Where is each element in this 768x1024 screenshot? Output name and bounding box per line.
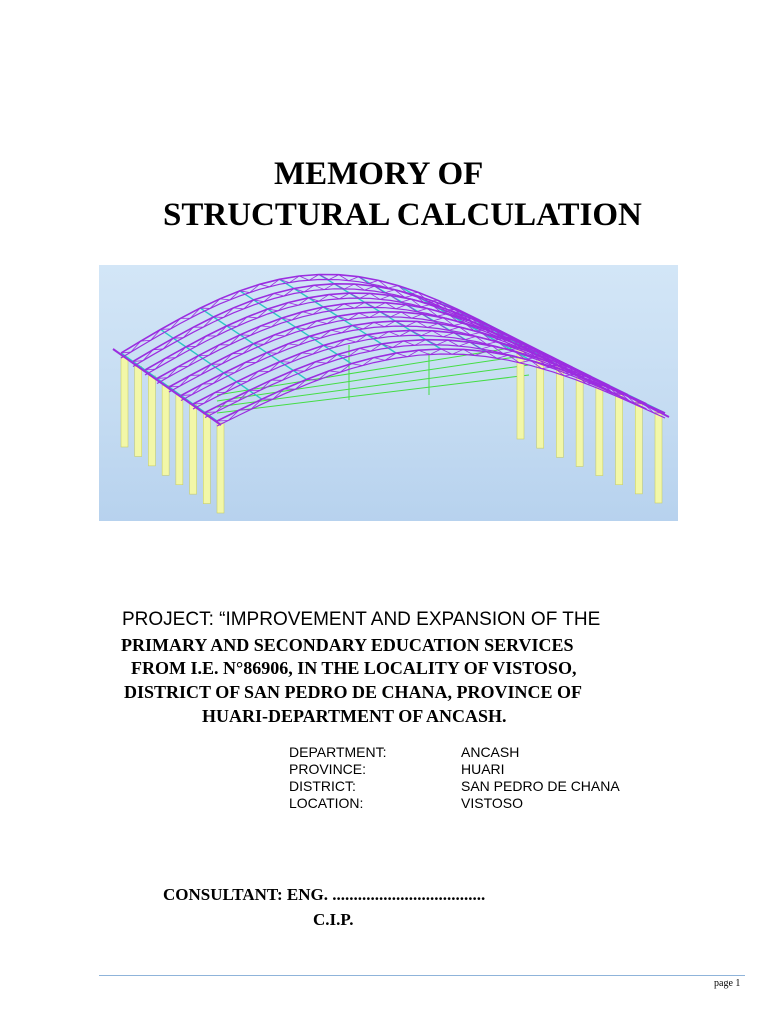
info-label: DEPARTMENT: xyxy=(289,744,387,760)
column-shape xyxy=(655,411,662,503)
column-shape xyxy=(148,376,155,466)
cip-line: C.I.P. xyxy=(313,910,354,929)
page-number: page 1 xyxy=(714,978,741,989)
info-label: LOCATION: xyxy=(289,795,364,811)
project-line-3: FROM I.E. N°86906, IN THE LOCALITY OF VISTOSO, xyxy=(131,658,577,678)
info-label: DISTRICT: xyxy=(289,778,356,794)
roof-truss-structure-render xyxy=(99,265,678,521)
project-line-2: PRIMARY AND SECONDARY EDUCATION SERVICES xyxy=(121,635,574,655)
consultant-line: CONSULTANT: ENG. .................................... xyxy=(163,885,486,904)
info-value: VISTOSO xyxy=(461,795,523,811)
column-shape xyxy=(203,414,210,504)
title-line-1: MEMORY OF xyxy=(274,156,484,192)
column-shape xyxy=(576,374,583,466)
project-line-4: DISTRICT OF SAN PEDRO DE CHANA, PROVINCE OF xyxy=(124,682,583,702)
structure-render-image xyxy=(99,265,678,521)
info-value: SAN PEDRO DE CHANA xyxy=(461,778,620,794)
column-shape xyxy=(537,356,544,448)
column-shape xyxy=(616,393,623,485)
project-line-5: HUARI-DEPARTMENT OF ANCASH. xyxy=(202,706,507,726)
column-shape xyxy=(135,366,142,456)
column-shape xyxy=(517,347,524,439)
column-shape xyxy=(596,384,603,476)
footer-divider xyxy=(99,975,745,976)
column-shape xyxy=(556,365,563,457)
column-shape xyxy=(190,404,197,494)
column-shape xyxy=(635,402,642,494)
column-shape xyxy=(176,395,183,485)
info-value: ANCASH xyxy=(461,744,520,760)
column-shape xyxy=(217,423,224,513)
column-shape xyxy=(162,385,169,475)
info-label: PROVINCE: xyxy=(289,761,367,777)
column-shape xyxy=(121,357,128,447)
project-line-1: PROJECT: “IMPROVEMENT AND EXPANSION OF THE xyxy=(122,609,601,630)
info-value: HUARI xyxy=(461,761,505,777)
title-line-2: STRUCTURAL CALCULATION xyxy=(163,197,642,233)
